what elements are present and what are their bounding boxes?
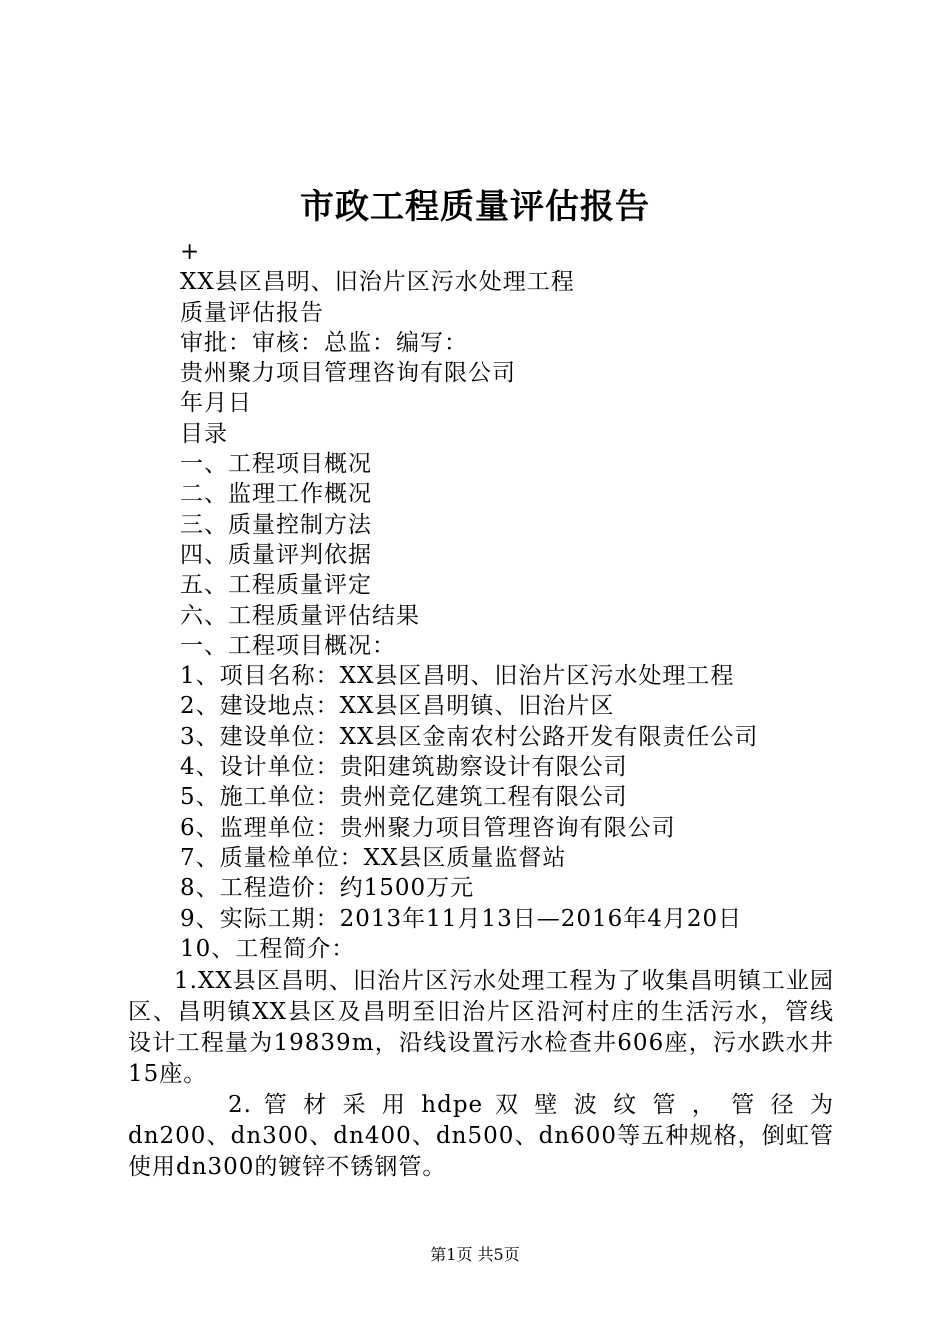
toc-item: 二、监理工作概况 bbox=[180, 481, 372, 508]
toc-item: 一、工程项目概况 bbox=[180, 451, 372, 478]
document-title: 市政工程质量评估报告 bbox=[300, 187, 650, 227]
project-name-line: XX县区昌明、旧治片区污水处理工程 bbox=[180, 269, 575, 296]
toc-item: 四、质量评判依据 bbox=[180, 541, 372, 568]
document-lines bbox=[180, 237, 840, 964]
text-line: + bbox=[180, 239, 201, 265]
info-item: 1、项目名称：XX县区昌明、旧治片区污水处理工程 bbox=[180, 663, 735, 690]
info-item: 9、实际工期：2013年11月13日—2016年4月20日 bbox=[180, 905, 743, 932]
signatures-line: 审批：审核：总监：编写： bbox=[180, 329, 468, 356]
toc-item: 三、质量控制方法 bbox=[180, 511, 372, 538]
toc-heading: 目录 bbox=[180, 420, 228, 447]
info-item: 4、设计单位：贵阳建筑勘察设计有限公司 bbox=[180, 754, 628, 781]
paragraph: 1.XX县区昌明、旧治片区污水处理工程为了收集昌明镇工业园区、昌明镇XX县区及昌明至旧治片区沿河村庄的生活污水，管线设计工程量为19839m，沿线设置污水检查井606座，污水跌水井15座。 bbox=[128, 968, 834, 1087]
company-line: 贵州聚力项目管理咨询有限公司 bbox=[180, 360, 516, 387]
info-item: 6、监理单位：贵州聚力项目管理咨询有限公司 bbox=[180, 814, 676, 841]
report-subtitle-line: 质量评估报告 bbox=[180, 299, 324, 326]
page-footer: 第1页 共5页 bbox=[430, 1245, 520, 1264]
toc-item: 六、工程质量评估结果 bbox=[180, 602, 420, 629]
body-paragraphs bbox=[128, 966, 834, 1183]
paragraph: dn200、dn300、dn400、dn500、dn600等五种规格，倒虹管使用dn300的镀锌不锈钢管。 bbox=[128, 1123, 834, 1180]
paragraph: 2. 管 材 采 用 hdpe 双 壁 波 纹 管 ， 管 径 为 bbox=[228, 1092, 834, 1118]
info-item: 3、建设单位：XX县区金南农村公路开发有限责任公司 bbox=[180, 723, 759, 750]
section-heading: 一、工程项目概况： bbox=[180, 632, 396, 659]
info-item: 5、施工单位：贵州竞亿建筑工程有限公司 bbox=[180, 784, 628, 811]
info-item: 10、工程简介： bbox=[180, 935, 356, 962]
info-item: 2、建设地点：XX县区昌明镇、旧治片区 bbox=[180, 693, 615, 720]
toc-item: 五、工程质量评定 bbox=[180, 572, 372, 599]
info-item: 7、质量检单位：XX县区质量监督站 bbox=[180, 844, 567, 871]
date-line: 年月日 bbox=[180, 390, 252, 417]
info-item: 8、工程造价：约1500万元 bbox=[180, 875, 475, 902]
